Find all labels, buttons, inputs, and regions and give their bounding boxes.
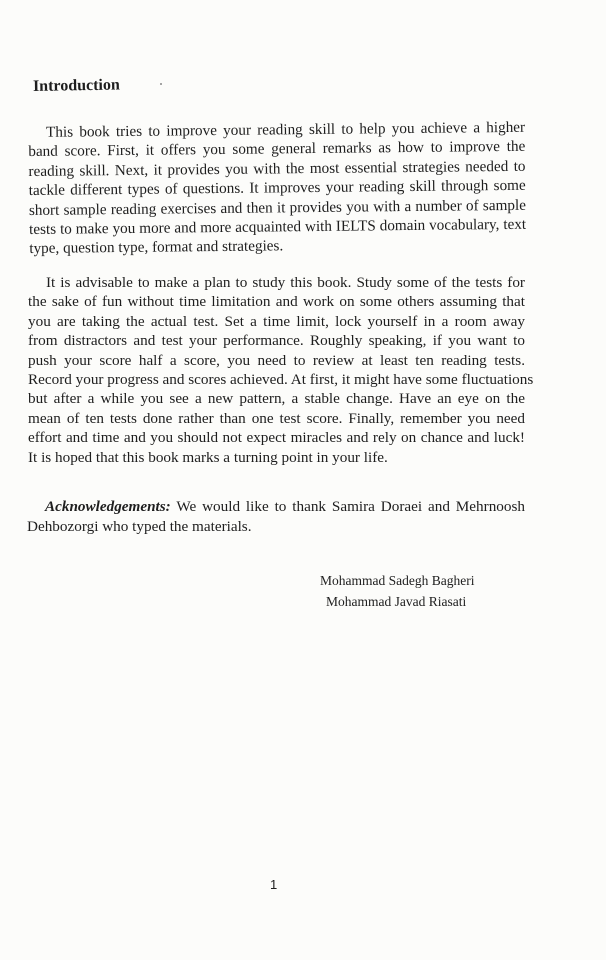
text-line: Record your progress and scores achieved. At first, it might have some fluctuations [28,371,534,389]
text-line: reading skill. Next, it provides you with the most essential strategies needed to [28,157,526,180]
text-line: tackle different types of questions. It improves your reading skill through some [28,177,526,200]
acknowledgements-label: Acknowledgements: [45,498,171,515]
section-title: Introduction [32,76,120,95]
text-line: the sake of fun without time limitation and work on some others assuming that [28,293,525,311]
text-line: It is hoped that this book marks a turning point in your life. [28,448,388,466]
intro-paragraph-2 [28,273,534,467]
acknowledgements-text: Dehbozorgi who typed the materials. [27,518,252,535]
text-line: This book tries to improve your reading skill to help you achieve a higher [46,118,526,141]
intro-paragraph-1 [28,118,526,259]
page-number: 1 [270,877,278,892]
author-name: Mohammad Javad Riasati [326,594,467,609]
text-line: but after a while you see a new pattern, a stable change. Have an eye on the [28,390,525,408]
text-line: type, question type, format and strategies. [29,237,284,258]
text-line: short sample reading exercises and then it provides you with a number of sample [28,196,526,219]
acknowledgements-text: We would like to thank Samira Doraei and Mehrnoosh [170,498,525,515]
text-line: push your score half a score, you need to review at least ten reading tests. [28,351,525,369]
author-name: Mohammad Sadegh Bagheri [320,573,475,588]
acknowledgements [27,497,525,537]
text-line: you are taking the actual test. Set a time limit, lock yourself in a room away [28,312,525,330]
text-line: effort and time and you should not expect miracles and rely on chance and luck! [28,429,525,447]
text-line: tests to make you more and more acquainted with IELTS domain vocabulary, text [29,215,527,239]
text-line: mean of ten tests done rather than one test score. Finally, remember you need [28,409,525,427]
paper-speck [160,83,162,85]
text-line: It is advisable to make a plan to study this book. Study some of the tests for [46,274,525,291]
text-line: band score. First, it offers you some general remarks as how to improve the [28,138,526,161]
text-line: from distractors and test your performance. Roughly speaking, if you want to [28,332,525,350]
